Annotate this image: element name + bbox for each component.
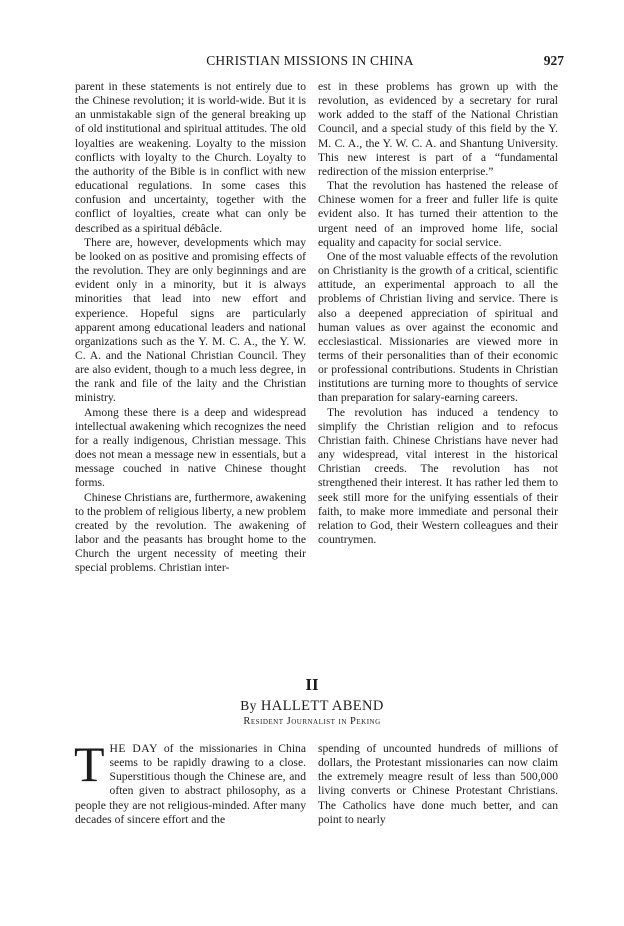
column-right-part-1 <box>318 80 558 547</box>
paragraph: spending of uncounted hundreds of millions of dollars, the Protestant missionaries can now claim the extremely meagre result of less than 500,000 living converts or Chinese Protestant Christians. The Catholics have done much better, and can point to nearly <box>318 742 558 826</box>
paragraph: parent in these statements is not entirely due to the Chinese revolution; it is world-wide. But it is an unmistakable sign of the general breaking up of old institutional and spiritual attitudes. The old loyalties are weakening. Loyalty to the mission conflicts with loyalty to the Church. Loyalty to the authority of the Bible is in conflict with new educational regulations. In some cases this confusion and uncertainty, together with the conflict of loyalties, create what can only be described as a spiritual débâcle. <box>75 80 306 235</box>
opening-paragraph <box>74 736 306 827</box>
section-numeral: II <box>305 675 319 694</box>
author-role: Resident Journalist in Peking <box>243 716 381 727</box>
byline <box>0 698 624 715</box>
paragraph: That the revolution has hastened the release of Chinese women for a freer and fuller life is quite evident also. It has turned their attention to the urgent need of an improved home life, social equality and capacity for social service. <box>318 179 558 249</box>
paragraph: One of the most valuable effects of the revolution on Christianity is the growth of a critical, scientific attitude, an experimental approach to all the problems of Christian living and service. There is also a deepened appreciation of spiritual and human values as over against the economic and ecclesiastical. Missionaries are viewed more in terms of their personalities than of their economic or professional contributions. Students in Christian institutions are turning more to thoughts of service than preparation for salary-earning careers. <box>318 249 558 405</box>
page-number: 927 <box>543 53 564 68</box>
paragraph: est in these problems has grown up with the revolution, as evidenced by a secretary for rural work added to the staff of the National Christian Council, and a special study of this field by the Y. M. C. A., the Y. W. C. A. and Shantung University. This new interest is part of a “fundamental redirection of the mission enterprise.” <box>318 80 558 178</box>
column-left-part-1 <box>75 80 306 575</box>
paragraph: Chinese Christians are, furthermore, awakening to the problem of religious liberty, a new problem created by the revolution. The awakening of labor and the peasants has brought home to the Church the urgent necessity of meeting their special problems. Christian inter- <box>75 490 306 575</box>
byline-prefix: By <box>240 698 257 713</box>
paragraph: The revolution has induced a tendency to simplify the Christian religion and to refocus Christian faith. Chinese Christians have never had any widespread, vital interest in the historical Christian creeds. The revolution has not strengthened their interest. It has rather led them to seek still more for the unifying essentials of their faith, to make more immediate and personal their relation to God, their Western colleagues and their countrymen. <box>318 405 558 546</box>
author-name: HALLETT ABEND <box>260 698 384 714</box>
lead-words: HE DAY <box>109 742 158 755</box>
running-title: CHRISTIAN MISSIONS IN CHINA <box>206 53 414 68</box>
column-right-part-2 <box>318 742 558 827</box>
paragraph: Among these there is a deep and widespread intellectual awakening which recognizes the need for a really indigenous, Christian message. This does not mean a message new in essentials, but a message couched in native Chinese thought forms. <box>75 405 306 490</box>
drop-cap: T <box>74 736 105 792</box>
paragraph: There are, however, developments which may be looked on as positive and promising effects of the revolution. They are only beginnings and are evident only in a minority, but it is always minorities that lead into new effort and experience. Hopeful signs are particularly apparent among educational leaders and national organizations such as the Y. M. C. A., the Y. W. C. A. and the National Christian Council. They are also evident, though to a much less degree, in the rank and file of the laity and the Christian ministry. <box>75 235 306 405</box>
paragraph-text: of the missionaries in China seems to be rapidly drawing to a close. Superstitious though the Chinese are, and often given to abstract philosophy, as a people they are not religious-minded. After many decades of sincere effort and the <box>75 742 306 826</box>
column-left-part-2 <box>74 736 306 827</box>
